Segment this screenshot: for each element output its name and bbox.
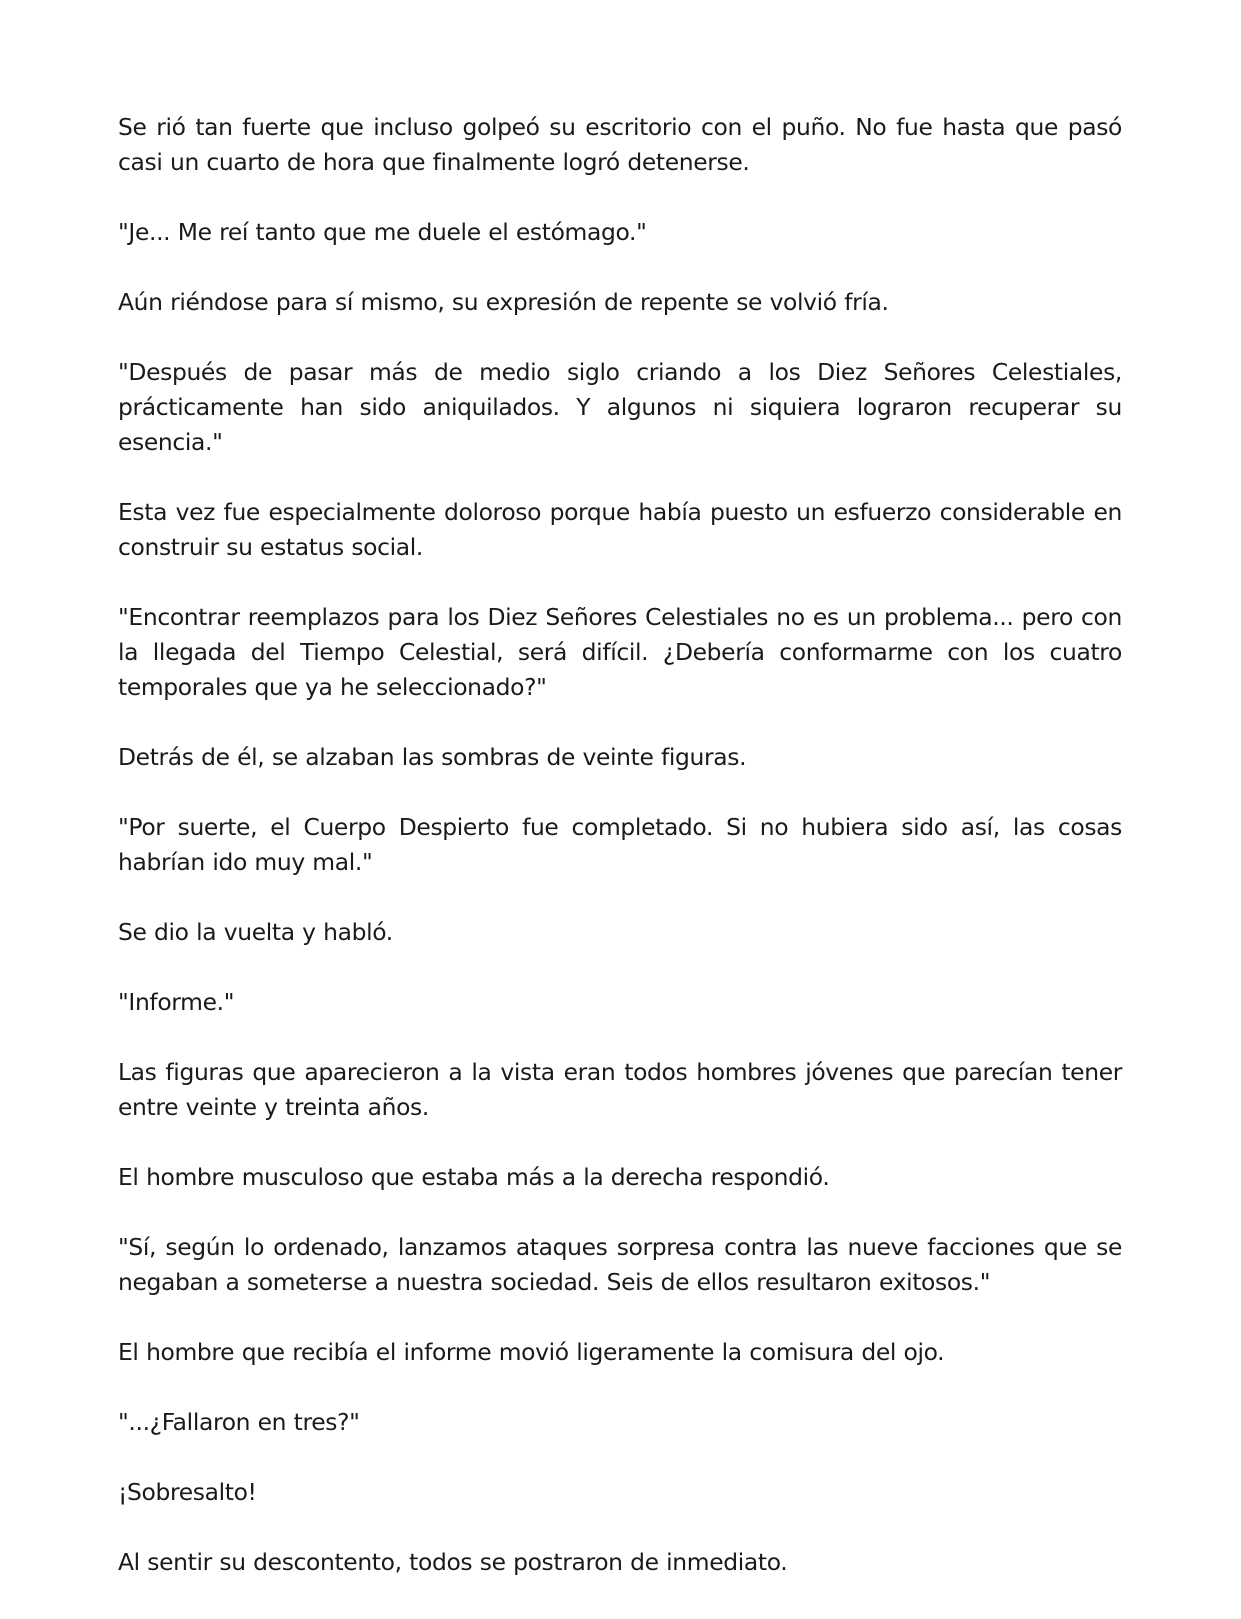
paragraph-9: Se dio la vuelta y habló. <box>118 918 393 946</box>
paragraph-14: El hombre que recibía el informe movió ligeramente la comisura del ojo. <box>118 1338 945 1366</box>
paragraph-17: Al sentir su descontento, todos se postraron de inmediato. <box>118 1548 788 1576</box>
paragraph-11: Las figuras que aparecieron a la vista eran todos hombres jóvenes que parecían tener entre veinte y treinta años. <box>118 1058 1122 1121</box>
paragraph-13: "Sí, según lo ordenado, lanzamos ataques sorpresa contra las nueve facciones que se negaban a someterse a nuestra sociedad. Seis de ellos resultaron exitosos." <box>118 1233 1122 1296</box>
paragraph-15: "...¿Fallaron en tres?" <box>118 1408 360 1436</box>
paragraph-5: Esta vez fue especialmente doloroso porque había puesto un esfuerzo considerable en construir su estatus social. <box>118 498 1122 561</box>
paragraph-2: "Je... Me reí tanto que me duele el estómago." <box>118 218 647 246</box>
paragraph-6: "Encontrar reemplazos para los Diez Señores Celestiales no es un problema... pero con la llegada del Tiempo Celestial, será difícil. ¿Debería conformarme con los cuatro temporales que ya he seleccionado?" <box>118 603 1122 701</box>
paragraph-16: ¡Sobresalto! <box>118 1478 257 1506</box>
paragraph-1: Se rió tan fuerte que incluso golpeó su escritorio con el puño. No fue hasta que pasó casi un cuarto de hora que finalmente logró detenerse. <box>118 113 1122 176</box>
paragraph-8: "Por suerte, el Cuerpo Despierto fue completado. Si no hubiera sido así, las cosas habrían ido muy mal." <box>118 813 1122 876</box>
document-page <box>118 110 1122 1580</box>
paragraph-10: "Informe." <box>118 988 235 1016</box>
paragraph-4: "Después de pasar más de medio siglo criando a los Diez Señores Celestiales, prácticamente han sido aniquilados. Y algunos ni siquiera lograron recuperar su esencia." <box>118 358 1122 456</box>
paragraph-3: Aún riéndose para sí mismo, su expresión de repente se volvió fría. <box>118 288 889 316</box>
paragraph-12: El hombre musculoso que estaba más a la derecha respondió. <box>118 1163 830 1191</box>
paragraph-7: Detrás de él, se alzaban las sombras de veinte figuras. <box>118 743 747 771</box>
